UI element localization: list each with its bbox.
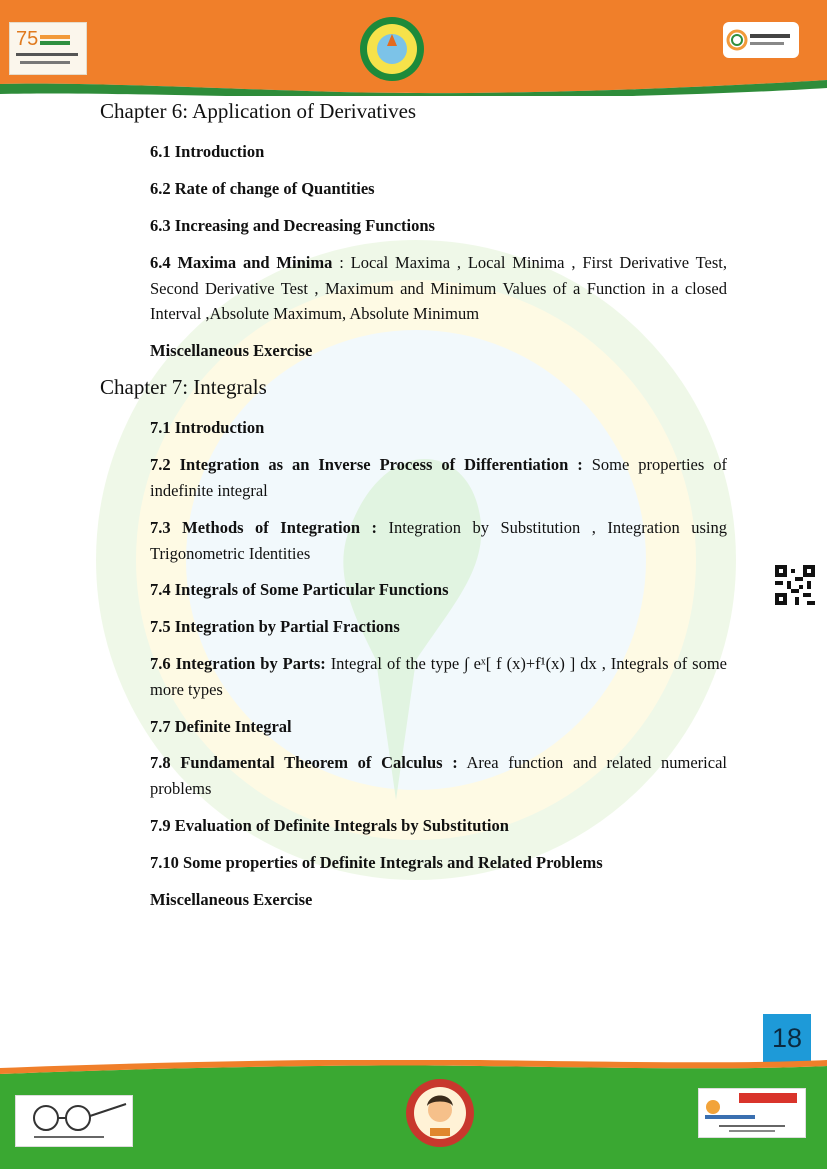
- svg-text:75: 75: [16, 28, 39, 50]
- section-6-3: 6.3 Increasing and Decreasing Functions: [150, 216, 435, 235]
- beti-bachao-beti-padhao-logo: [405, 1078, 475, 1148]
- section-7-2: 7.2 Integration as an Inverse Process of Differentiation : Some properties of indefinite integral: [150, 455, 727, 500]
- section-7-4: 7.4 Integrals of Some Particular Functions: [150, 580, 449, 599]
- section-7-9: 7.9 Evaluation of Definite Integrals by Substitution: [150, 816, 509, 835]
- chapter-7-title: Chapter 7: Integrals: [100, 375, 267, 399]
- section-7-3: 7.3 Methods of Integration : Integration by Substitution , Integration using Trigonometric Identities: [150, 518, 727, 563]
- section-7-1: 7.1 Introduction: [150, 418, 265, 437]
- swachh-bharat-logo: [15, 1095, 133, 1147]
- qr-code-icon[interactable]: [775, 565, 815, 605]
- section-7-8: 7.8 Fundamental Theorem of Calculus : Area function and related numerical problems: [150, 753, 727, 798]
- section-6-misc: Miscellaneous Exercise: [150, 341, 313, 360]
- section-6-4: 6.4 Maxima and Minima : Local Maxima , Local Minima , First Derivative Test, Second Derivative Test , Maximum and Minimum Values of a Function in a closed Interval ,Absolute Maximum, Absolute Minimum: [150, 253, 727, 323]
- section-7-10: 7.10 Some properties of Definite Integrals and Related Problems: [150, 853, 603, 872]
- chapter-6-title: Chapter 6: Application of Derivatives: [100, 99, 417, 123]
- section-7-6: 7.6 Integration by Parts: Integral of the type ∫ eˣ[ f (x)+f¹(x) ] dx , Integrals of some more types: [150, 654, 727, 699]
- page-number: 18: [763, 1014, 811, 1062]
- shiksha-ka-adhikar-logo: [698, 1088, 806, 1138]
- section-6-2: 6.2 Rate of change of Quantities: [150, 179, 375, 198]
- section-7-5: 7.5 Integration by Partial Fractions: [150, 617, 400, 636]
- section-7-misc: Miscellaneous Exercise: [150, 890, 313, 909]
- section-6-1: 6.1 Introduction: [150, 142, 265, 161]
- section-7-7: 7.7 Definite Integral: [150, 717, 292, 736]
